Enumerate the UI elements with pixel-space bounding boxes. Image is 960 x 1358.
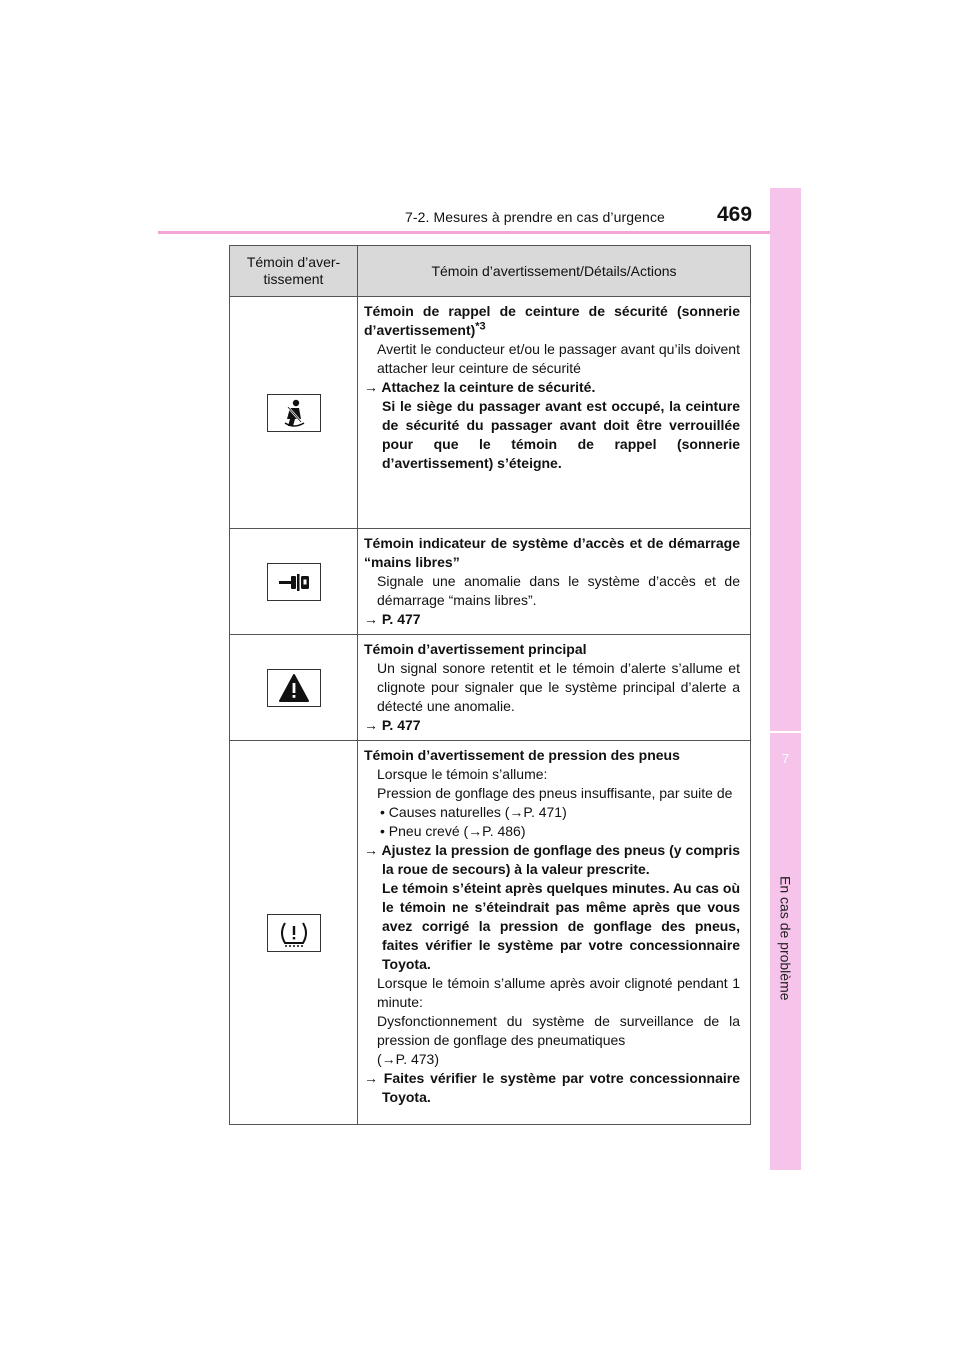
- chapter-number: 7: [781, 751, 790, 766]
- icon-cell: [230, 741, 358, 1125]
- row-action: → P. 477: [364, 717, 421, 733]
- warning-light-table: [229, 245, 751, 1125]
- row-description: [358, 741, 751, 1125]
- row-description: [358, 529, 751, 635]
- bullet-item: • Causes naturelles (→P. 471): [380, 804, 567, 820]
- icon-cell: [230, 635, 358, 741]
- row-action: → Ajustez la pression de gonflage des pneus (y compris la roue de secours) à la valeur prescrite.: [364, 842, 740, 877]
- smart-key-icon: [267, 563, 321, 601]
- row-detail: Avertit le conducteur et/ou le passager avant qu’ils doivent attacher leur ceinture de sécurité: [377, 341, 740, 376]
- table-row: [230, 741, 751, 1125]
- row-action-detail: Si le siège du passager avant est occupé, la ceinture de sécurité du passager avant doit être verrouillée pour que le témoin de rappel (sonnerie d’avertissement) s’éteigne.: [382, 398, 740, 471]
- row-action: → Attachez la ceinture de sécurité.: [364, 379, 596, 395]
- row-detail: Pression de gonflage des pneus insuffisante, par suite de: [377, 785, 733, 801]
- table-header-row: [230, 246, 751, 297]
- row-title: Témoin d’avertissement de pression des pneus: [364, 747, 680, 763]
- row-title: Témoin de rappel de ceinture de sécurité (sonnerie d’avertissement): [364, 303, 740, 338]
- column-header-details: Témoin d’avertissement/Détails/Actions: [358, 246, 751, 297]
- seatbelt-reminder-icon: [267, 394, 321, 432]
- icon-cell: [230, 529, 358, 635]
- chapter-side-tab: [770, 188, 801, 1170]
- row-description: [358, 635, 751, 741]
- row-title: Témoin indicateur de système d’accès et de démarrage “mains libres”: [364, 535, 740, 570]
- table-row: [230, 529, 751, 635]
- page-number: 469: [717, 203, 753, 226]
- row-detail: (→P. 473): [377, 1051, 439, 1067]
- chapter-title: En cas de problème: [777, 876, 794, 1001]
- row-description: [358, 297, 751, 529]
- row-detail: Un signal sonore retentit et le témoin d’alerte s’allume et clignote pour signaler que le système principal d’alerte a détecté une anomalie.: [377, 660, 740, 714]
- row-action-detail: Le témoin s’éteint après quelques minutes. Au cas où le témoin ne s’éteindrait pas même après que vous avez corrigé la pression de gonflage des pneus, faites vérifier le système par votre concessionnaire Toyota.: [382, 880, 740, 972]
- row-action: → P. 477: [364, 611, 421, 627]
- row-action: → Faites vérifier le système par votre concessionnaire Toyota.: [364, 1070, 740, 1105]
- bullet-item: • Pneu crevé (→P. 486): [380, 823, 526, 839]
- row-detail: Dysfonctionnement du système de surveillance de la pression de gonflage des pneumatiques: [377, 1013, 740, 1048]
- row-detail: Signale une anomalie dans le système d’accès et de démarrage “mains libres”.: [377, 573, 740, 608]
- table-row: [230, 297, 751, 529]
- row-detail: Lorsque le témoin s’allume après avoir clignoté pendant 1 minute:: [377, 975, 740, 1010]
- side-tab-divider: [770, 731, 801, 733]
- header-rule: [158, 231, 770, 234]
- icon-cell: [230, 297, 358, 529]
- row-title: Témoin d’avertissement principal: [364, 641, 587, 657]
- master-warning-icon: [267, 669, 321, 707]
- row-detail: Lorsque le témoin s’allume:: [377, 766, 548, 782]
- footnote-mark: *3: [475, 320, 486, 333]
- table-row: [230, 635, 751, 741]
- tire-pressure-icon: [267, 914, 321, 952]
- column-header-warning-light: Témoin d’aver-tissement: [230, 246, 358, 297]
- section-header: 7-2. Mesures à prendre en cas d’urgence: [405, 209, 665, 225]
